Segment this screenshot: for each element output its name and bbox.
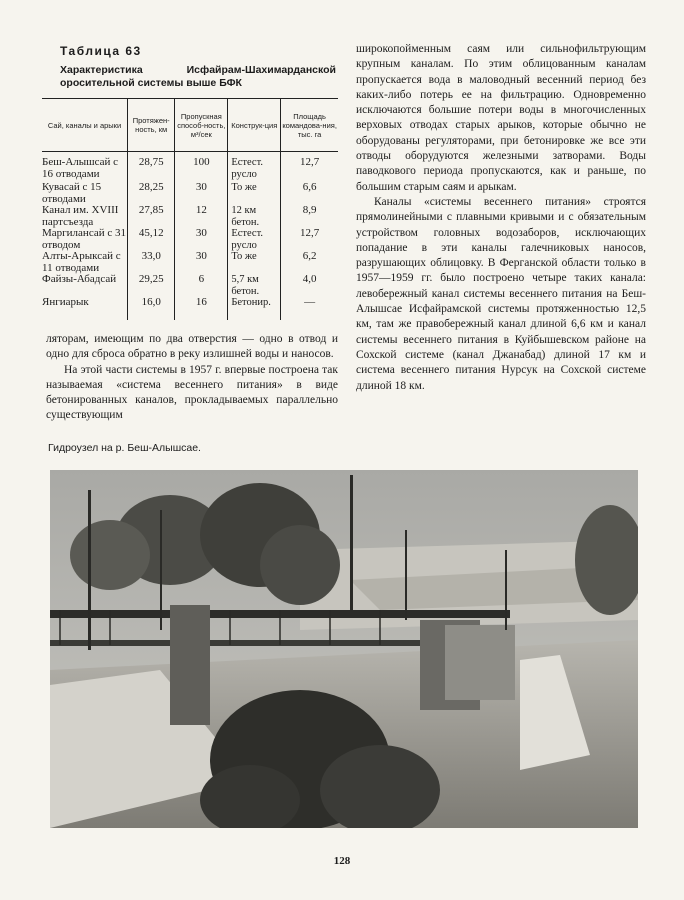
header-area: Площадь командова-ния, тыс. га: [281, 99, 338, 152]
cell-area: 6,6: [281, 182, 338, 205]
cell-name: Файзы-Абадсай: [42, 273, 117, 285]
cell-area: —: [281, 297, 338, 320]
cell-construction: Естест. русло: [228, 152, 281, 183]
cell-length: 29,25: [128, 274, 175, 297]
cell-capacity: 30: [175, 228, 228, 251]
cell-construction: 12 км бетон.: [228, 205, 281, 228]
cell-construction: То же: [228, 182, 281, 205]
cell-capacity: 100: [175, 152, 228, 183]
paragraph: широкопойменным саям или сильнофильтрующим крупным каналам. По этим облицованным каналам пропускается вода в маловодный весенний период без каких-либо потерь ее на фильтрацию. Одновременно исключаются большие потери воды в многочисленных верховых отводах старых арыков, которые обычно не оборудованы регуляторами, при бетонировке же все эти отводы оборудуются железными затворами. Воды паводкового периода пропускаются, как и раньше, по большим старым саям и арыкам.: [356, 43, 646, 193]
table-row: [42, 251, 338, 274]
table-number: Таблица 63: [60, 44, 142, 58]
cell-area: 4,0: [281, 274, 338, 297]
cell-name: Канал им. XVIII партсъезда: [42, 204, 119, 228]
paragraph: На этой части системы в 1957 г. впервые построена так называемая «система весеннего питания» в виде бетонированных каналов, прокладываемых параллельно существующим: [46, 363, 338, 422]
cell-construction: То же: [228, 251, 281, 274]
cell-length: 27,85: [128, 205, 175, 228]
cell-length: 45,12: [128, 228, 175, 251]
table-row: [42, 297, 338, 320]
hydro-structure-photo: [50, 470, 638, 828]
header-capacity: Пропускная способ-ность, м³/сек: [175, 99, 228, 152]
cell-name: Беш-Алышсай с 16 отводами: [42, 156, 119, 180]
table-row: [42, 228, 338, 251]
cell-capacity: 30: [175, 182, 228, 205]
cell-area: 12,7: [281, 152, 338, 183]
photo-illustration: [50, 470, 638, 828]
cell-construction: 5,7 км бетон.: [228, 274, 281, 297]
cell-capacity: 6: [175, 274, 228, 297]
cell-name: Алты-Арыксай с 11 отводами: [42, 250, 121, 274]
cell-capacity: 12: [175, 205, 228, 228]
cell-name: Маргилансай с 31 отводом: [42, 227, 126, 251]
table-row: [42, 182, 338, 205]
cell-area: 8,9: [281, 205, 338, 228]
table-row: [42, 274, 338, 297]
cell-length: 33,0: [128, 251, 175, 274]
cell-capacity: 16: [175, 297, 228, 320]
left-column-text: [46, 332, 338, 424]
paragraph: ляторам, имеющим по два отверстия — одно в отвод и одно для сброса обратно в реку излишней воды и наносов.: [46, 333, 338, 361]
table-row: [42, 205, 338, 228]
header-construction: Конструк-ция: [228, 99, 281, 152]
paragraph: Каналы «системы весеннего питания» строятся прямолинейными с плавными кривыми и с обязательным устройством головных водозаборов, исключающих попадание в эти каналы галечниковых наносов, разрушающих облицовку. В Ферганской области только в 1957—1959 гг. было построено четыре таких канала: левобережный канал системы весеннего питания на Беш-Алышсае Исфайрамской системы протяженностью 12,5 км, там же правобережный канал длиной 6,6 км и канал системы весеннего питания в Куйбышевском районе на Сохской системе (канал Джанабад) длиной 17 км и система весеннего питания Нурсук на Сохской системе длиной 18 км.: [356, 195, 646, 392]
cell-capacity: 30: [175, 251, 228, 274]
cell-area: 12,7: [281, 228, 338, 251]
cell-construction: Естест. русло: [228, 228, 281, 251]
cell-area: 6,2: [281, 251, 338, 274]
header-name: Сай, каналы и арыки: [42, 99, 128, 152]
table-row: [42, 152, 338, 183]
header-length: Протяжен-ность, км: [128, 99, 175, 152]
cell-name: Кувасай с 15 отводами: [42, 181, 102, 205]
cell-length: 28,25: [128, 182, 175, 205]
table-caption: Характеристика Исфайрам-Шахимарданской оросительной системы выше БФК: [60, 64, 336, 89]
cell-length: 16,0: [128, 297, 175, 320]
cell-name: Янгиарык: [42, 296, 89, 308]
cell-construction: Бетониp.: [228, 297, 281, 320]
page-number: 128: [333, 855, 351, 867]
data-table: [42, 98, 338, 320]
cell-length: 28,75: [128, 152, 175, 183]
right-column-text: [356, 42, 646, 394]
photo-caption: Гидроузел на р. Беш-Алышсае.: [48, 442, 201, 454]
